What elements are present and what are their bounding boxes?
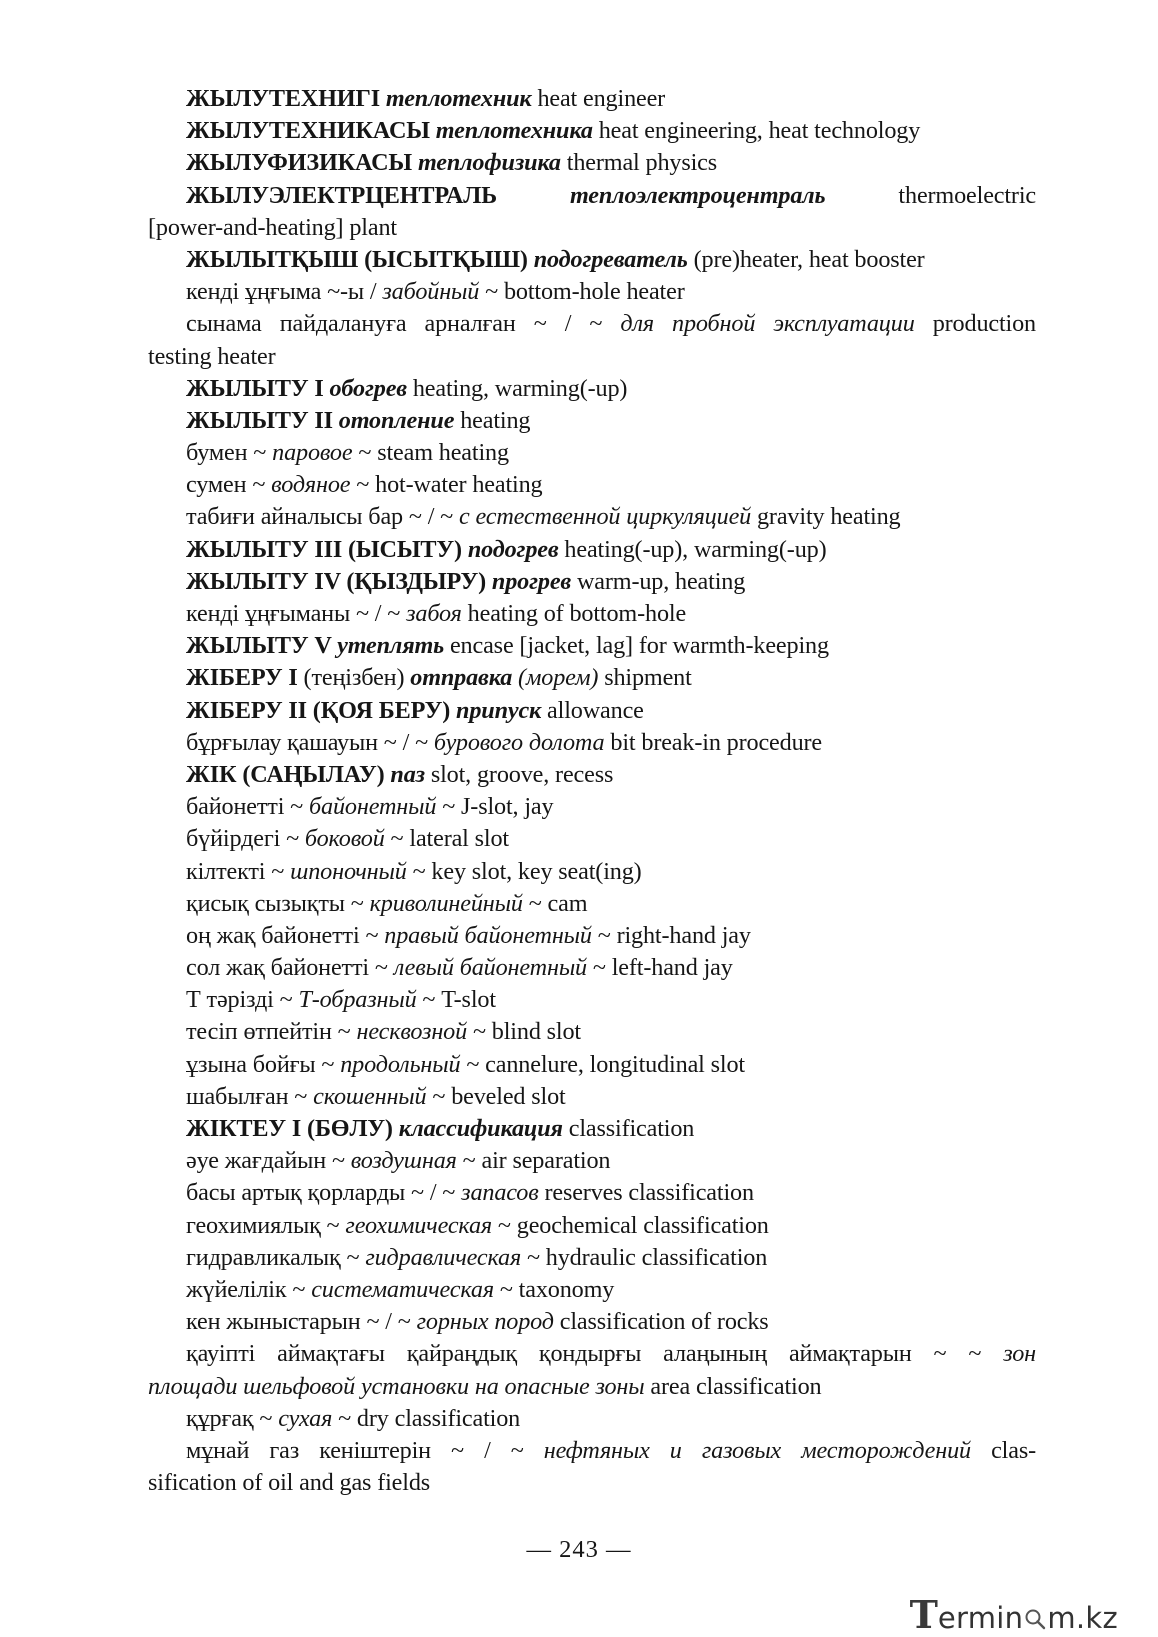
entry-text: ~ bottom-hole heater (479, 278, 685, 306)
russian-headword: подогрев (467, 535, 559, 563)
entry-text: reserves classification (538, 1179, 754, 1207)
entry-text: сынама пайдалануға арналған ~ / ~ (186, 310, 621, 338)
entry-line (148, 1016, 1036, 1048)
russian-term: систематическая (311, 1275, 494, 1303)
dictionary-entries (148, 83, 1036, 1499)
russian-headword: теплотехника (435, 117, 593, 145)
entry-text: heating (454, 406, 531, 434)
kazakh-headword: ЖЫЛУФИЗИКАСЫ (186, 149, 418, 177)
entry-text: қауіпті аймақтағы қайраңдық қондырғы алаңының аймақтарын ~ ~ (186, 1340, 1004, 1368)
entry-text: геохимиялық ~ (186, 1211, 346, 1239)
entry-text: кенді ұңғыманы ~ / ~ (186, 600, 407, 627)
russian-headword: теплофизика (417, 149, 561, 177)
russian-headword: обогрев (329, 374, 407, 402)
entry-line (148, 566, 1036, 598)
entry-line (148, 1435, 1036, 1467)
kazakh-headword: ЖІКТЕУ I (БӨЛУ) (186, 1115, 399, 1142)
entry-text: heat engineer (531, 85, 666, 112)
entry-line (148, 695, 1036, 727)
entry-text: әуе жағдайын ~ (186, 1147, 351, 1175)
entry-text: shipment (598, 664, 692, 692)
entry-text: ~ beveled slot (426, 1082, 566, 1110)
entry-line (148, 469, 1036, 501)
entry-line (148, 373, 1036, 405)
entry-line (148, 212, 1036, 244)
entry-text: ~ lateral slot (384, 825, 510, 853)
russian-term: запасов (461, 1179, 539, 1207)
entry-line (148, 1338, 1036, 1370)
russian-term: сухая (278, 1404, 333, 1432)
russian-term: нефтяных и газовых месторождений (543, 1436, 971, 1464)
entry-line (148, 180, 1036, 212)
entry-line (148, 341, 1036, 373)
entry-text: бұрғылау қашауын ~ / ~ (186, 728, 434, 756)
entry-text: ~ key slot, key seat(ing) (406, 857, 642, 885)
entry-text: (pre)heater, heat booster (687, 245, 925, 273)
entry-text: құрғақ ~ (186, 1404, 279, 1432)
entry-line (148, 952, 1036, 984)
entry-text: ~ left-hand jay (587, 954, 733, 982)
entry-line (148, 534, 1036, 566)
entry-line (148, 1306, 1036, 1338)
entry-line (148, 791, 1036, 823)
entry-line (148, 823, 1036, 855)
entry-text: production (914, 310, 1036, 338)
russian-headword: прогрев (491, 567, 572, 595)
russian-term: водяное (271, 471, 351, 499)
entry-text: (теңізбен) (303, 664, 411, 692)
entry-text: bit break-in procedure (604, 728, 822, 756)
entry-text: гидравликалық ~ (186, 1243, 366, 1271)
entry-line (148, 1371, 1036, 1403)
entry-line (148, 759, 1036, 791)
entry-text: classification (562, 1115, 695, 1142)
entry-text: оң жақ байонетті ~ (186, 921, 385, 949)
entry-text: ұзына бойғы ~ (186, 1050, 341, 1078)
entry-text: тесіп өтпейтін ~ (186, 1018, 357, 1046)
watermark-text-pre: ermin (937, 1601, 1024, 1635)
russian-term: продольный (340, 1050, 461, 1078)
russian-term: бурового долота (433, 728, 605, 756)
russian-headword: классификация (398, 1115, 563, 1142)
entry-text: Т тәрізді ~ (186, 986, 299, 1014)
entry-line (148, 630, 1036, 662)
entry-line (148, 1049, 1036, 1081)
russian-term: воздушная (350, 1147, 457, 1175)
entry-text: ~ right-hand jay (591, 921, 751, 949)
entry-line (148, 501, 1036, 533)
entry-line (148, 1403, 1036, 1435)
entry-line (148, 308, 1036, 340)
entry-line (148, 276, 1036, 308)
entry-text: сумен ~ (186, 471, 272, 499)
russian-headword: подогреватель (533, 245, 688, 273)
entry-line (148, 244, 1036, 276)
entry-line (148, 1177, 1036, 1209)
entry-text: ~ J-slot, jay (436, 793, 554, 821)
entry-text: жүйелілік ~ (186, 1275, 312, 1303)
page-number: — 243 — (526, 1536, 632, 1563)
russian-term: криволинейный (369, 889, 523, 917)
entry-text: thermal physics (560, 149, 718, 177)
russian-term: боковой (304, 825, 385, 853)
russian-term: гидравлическая (365, 1243, 522, 1271)
entry-line (148, 888, 1036, 920)
entry-line (148, 984, 1036, 1016)
russian-term: левый байонетный (393, 954, 587, 982)
entry-text: allowance (541, 696, 644, 724)
entry-text: clas- (970, 1436, 1036, 1464)
russian-headword: теплотехник (385, 85, 532, 112)
russian-term: Т-образный (298, 986, 417, 1014)
entry-text: thermoelectric (825, 181, 1036, 209)
russian-term: несквозной (356, 1018, 468, 1046)
kazakh-headword: ЖЫЛУЭЛЕКТРЦЕНТРАЛЬ (186, 181, 570, 209)
kazakh-headword: ЖЫЛЫТУ II (186, 406, 339, 434)
kazakh-headword: ЖЫЛЫТҚЫШ (ЫСЫТҚЫШ) (186, 245, 534, 273)
kazakh-headword: ЖІК (САҢЫЛАУ) (186, 760, 391, 788)
kazakh-headword: ЖЫЛЫТУ IV (ҚЫЗДЫРУ) (186, 567, 492, 595)
kazakh-headword: ЖІБЕРУ II (ҚОЯ БЕРУ) (186, 696, 457, 724)
entry-line (148, 1210, 1036, 1242)
entry-text: бүйірдегі ~ (186, 825, 305, 853)
entry-text: табиғи айналысы бар ~ / ~ (186, 503, 460, 531)
entry-text: мұнай газ кеніштерін ~ / ~ (186, 1436, 544, 1464)
entry-text: кенді ұңғыма ~-ы / (186, 278, 383, 306)
russian-term: шпоночный (290, 857, 407, 885)
watermark-t-letter: T (909, 1592, 938, 1637)
magnifier-icon (1024, 1606, 1046, 1628)
kazakh-headword: ЖЫЛУТЕХНИГІ (186, 85, 386, 112)
entry-text: сол жақ байонетті ~ (186, 954, 394, 982)
entry-text: шабылған ~ (186, 1082, 314, 1110)
russian-term: правый байонетный (384, 921, 592, 949)
russian-term: паровое (272, 439, 353, 467)
entry-text: ~ blind slot (467, 1018, 582, 1046)
entry-text: ~ cannelure, longitudinal slot (460, 1050, 745, 1078)
entry-text: ~ taxonomy (493, 1275, 615, 1303)
russian-term: площади шельфовой установки на опасные зоны (148, 1372, 645, 1400)
entry-line (148, 727, 1036, 759)
entry-line (148, 920, 1036, 952)
kazakh-headword: ЖЫЛЫТУ V (186, 632, 338, 660)
entry-text: кілтекті ~ (186, 857, 291, 885)
entry-text: encase [jacket, lag] for warmth-keeping (444, 632, 829, 660)
entry-text: ~ cam (522, 889, 588, 917)
russian-term: (морем) (512, 664, 599, 692)
entry-text: warm-up, heating (571, 567, 746, 595)
entry-text: classification of rocks (553, 1308, 769, 1336)
entry-line (148, 1081, 1036, 1113)
russian-term: геохимическая (345, 1211, 493, 1239)
entry-text: sification of oil and gas fields (148, 1469, 431, 1497)
kazakh-headword: ЖЫЛЫТУ I (186, 374, 330, 402)
entry-text: heating, warming(-up) (406, 374, 628, 402)
russian-term: горных пород (416, 1308, 554, 1336)
kazakh-headword: ЖЫЛУТЕХНИКАСЫ (186, 117, 436, 145)
russian-headword: припуск (456, 696, 542, 724)
russian-headword: отправка (410, 664, 513, 692)
terminkom-watermark-logo (909, 1592, 1118, 1637)
entry-text: heating of bottom-hole (461, 600, 687, 627)
entry-line (148, 598, 1036, 630)
russian-term: забойный (382, 278, 480, 306)
russian-headword: паз (390, 760, 425, 788)
watermark-text-post: m.kz (1047, 1601, 1118, 1635)
entry-text: қисық сызықты ~ (186, 889, 370, 917)
entry-text: кен жыныстарын ~ / ~ (186, 1308, 417, 1336)
entry-line (148, 1467, 1036, 1499)
kazakh-headword: ЖІБЕРУ I (186, 664, 304, 692)
entry-text: ~ steam heating (352, 439, 509, 467)
russian-term: для пробной эксплуатации (620, 310, 915, 338)
entry-text: area classification (644, 1372, 822, 1400)
entry-text: ~ air separation (456, 1147, 611, 1175)
entry-line (148, 405, 1036, 437)
entry-text: testing heater (148, 342, 276, 370)
entry-text: байонетті ~ (186, 793, 309, 821)
entry-text: ~ hydraulic classification (521, 1243, 768, 1271)
entry-line (148, 1145, 1036, 1177)
entry-text: ~ T-slot (416, 986, 496, 1014)
entry-line (148, 83, 1036, 115)
entry-text: бумен ~ (186, 439, 273, 467)
entry-text: ~ dry classification (332, 1404, 521, 1432)
russian-term: скошенный (313, 1082, 427, 1110)
entry-line (148, 856, 1036, 888)
russian-headword: отопление (338, 406, 455, 434)
russian-headword: теплоэлектроцентраль (569, 181, 826, 209)
entry-line (148, 115, 1036, 147)
russian-term: байонетный (309, 793, 437, 821)
entry-text: heating(-up), warming(-up) (558, 535, 827, 563)
entry-text: ~ geochemical classification (492, 1211, 769, 1239)
entry-text: [power-and-heating] plant (148, 213, 397, 241)
entry-text: slot, groove, recess (424, 760, 614, 788)
entry-text: басы артық қорларды ~ / ~ (186, 1179, 462, 1207)
entry-text: ~ hot-water heating (350, 471, 543, 499)
entry-line (148, 662, 1036, 694)
entry-line (148, 1113, 1036, 1145)
russian-term: зон (1003, 1340, 1036, 1368)
entry-line (148, 1274, 1036, 1306)
entry-text: heat engineering, heat technology (592, 117, 921, 145)
entry-line (148, 437, 1036, 469)
entry-line (148, 147, 1036, 179)
russian-headword: утеплять (337, 632, 445, 660)
entry-text: gravity heating (751, 503, 901, 531)
entry-line (148, 1242, 1036, 1274)
kazakh-headword: ЖЫЛЫТУ III (ЫСЫТУ) (186, 535, 468, 563)
russian-term: забоя (406, 600, 462, 627)
russian-term: с естественной циркуляцией (459, 503, 752, 531)
